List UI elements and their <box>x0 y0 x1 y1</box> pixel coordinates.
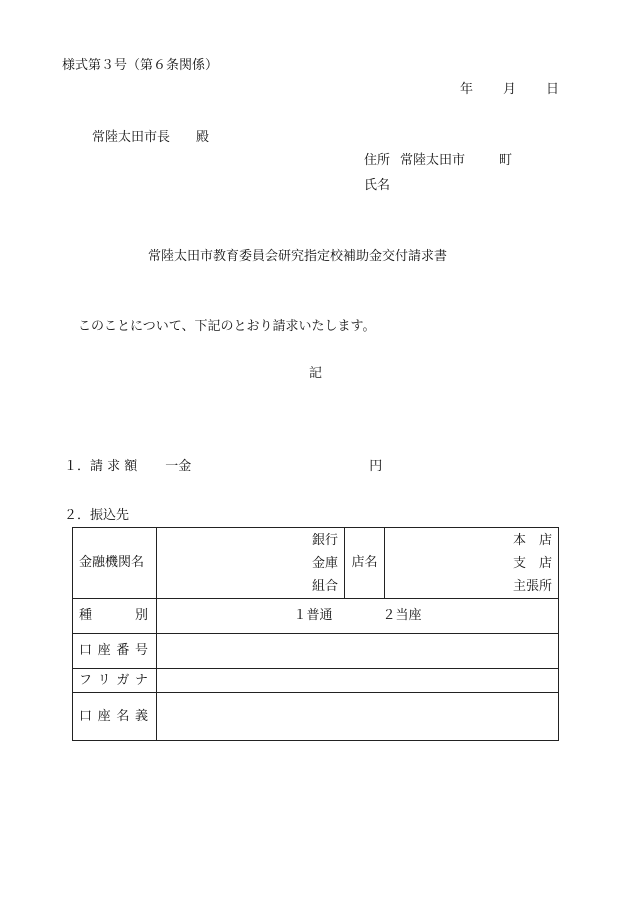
amount-prefix: 一金 <box>165 459 192 474</box>
furigana-field[interactable] <box>157 669 559 693</box>
addressee-name: 常陸太田市長 <box>92 130 171 145</box>
addressee <box>92 130 209 146</box>
furigana-label-char: フ <box>79 672 93 688</box>
date-year-label: 年 <box>460 82 474 97</box>
institution-row <box>73 528 559 599</box>
ki-heading: 記 <box>309 366 323 381</box>
branch-type-office: 主張所 <box>512 578 552 594</box>
account-name-field[interactable] <box>157 693 559 741</box>
date-day-label: 日 <box>546 82 560 97</box>
address-city: 常陸太田市 <box>400 153 466 168</box>
institution-type-kinko: 金庫 <box>311 555 338 571</box>
amount-unit: 円 <box>369 459 383 474</box>
account-type-ordinary[interactable]: １普通 <box>293 608 333 623</box>
applicant-address <box>364 153 512 169</box>
account-name-label <box>73 693 157 741</box>
account-number-row <box>73 634 559 669</box>
addressee-honorific: 殿 <box>196 130 210 145</box>
document-body: このことについて、下記のとおり請求いたします。 <box>78 319 376 334</box>
branch-label: 店名 <box>345 528 385 599</box>
account-name-label-char: 名 <box>116 708 130 724</box>
institution-label: 金融機関名 <box>73 528 157 599</box>
address-label: 住所 <box>364 153 391 168</box>
furigana-label-char: ナ <box>134 672 148 688</box>
account-number-field[interactable] <box>157 634 559 669</box>
account-number-label-char: 座 <box>97 643 111 658</box>
account-name-label-char: 口 <box>79 708 93 724</box>
account-type-label <box>73 599 157 634</box>
institution-field[interactable] <box>157 528 345 599</box>
date-line <box>460 82 559 98</box>
account-type-label-char: 別 <box>134 608 148 623</box>
item-transfer-destination: ２．振込先 <box>64 508 130 523</box>
furigana-label-char: ガ <box>116 672 130 688</box>
account-number-label <box>73 634 157 669</box>
branch-field[interactable] <box>385 528 559 599</box>
applicant-name-label: 氏名 <box>364 178 391 193</box>
furigana-row <box>73 669 559 693</box>
account-type-checking[interactable]: ２当座 <box>382 608 422 623</box>
account-type-field[interactable] <box>157 599 559 634</box>
account-type-label-char: 種 <box>79 608 93 623</box>
bank-table <box>72 527 559 741</box>
branch-type-branch: 支 店 <box>512 555 552 571</box>
item-request-amount <box>64 459 382 475</box>
furigana-label-char: リ <box>97 672 111 688</box>
furigana-label <box>73 669 157 693</box>
form-number: 様式第３号（第６条関係） <box>62 58 219 73</box>
request-amount-label: １．請 求 額 <box>64 459 138 474</box>
account-name-label-char: 座 <box>97 708 111 724</box>
institution-type-kumiai: 組合 <box>311 578 338 594</box>
date-month-label: 月 <box>503 82 517 97</box>
account-number-label-char: 口 <box>79 643 93 658</box>
document-title: 常陸太田市教育委員会研究指定校補助金交付請求書 <box>148 249 448 264</box>
institution-type-bank: 銀行 <box>311 532 338 548</box>
address-town: 町 <box>499 153 513 168</box>
account-number-label-char: 号 <box>134 643 148 658</box>
account-name-row <box>73 693 559 741</box>
account-type-row <box>73 599 559 634</box>
account-number-label-char: 番 <box>116 643 130 658</box>
account-name-label-char: 義 <box>134 708 148 724</box>
branch-type-main: 本 店 <box>512 532 552 548</box>
